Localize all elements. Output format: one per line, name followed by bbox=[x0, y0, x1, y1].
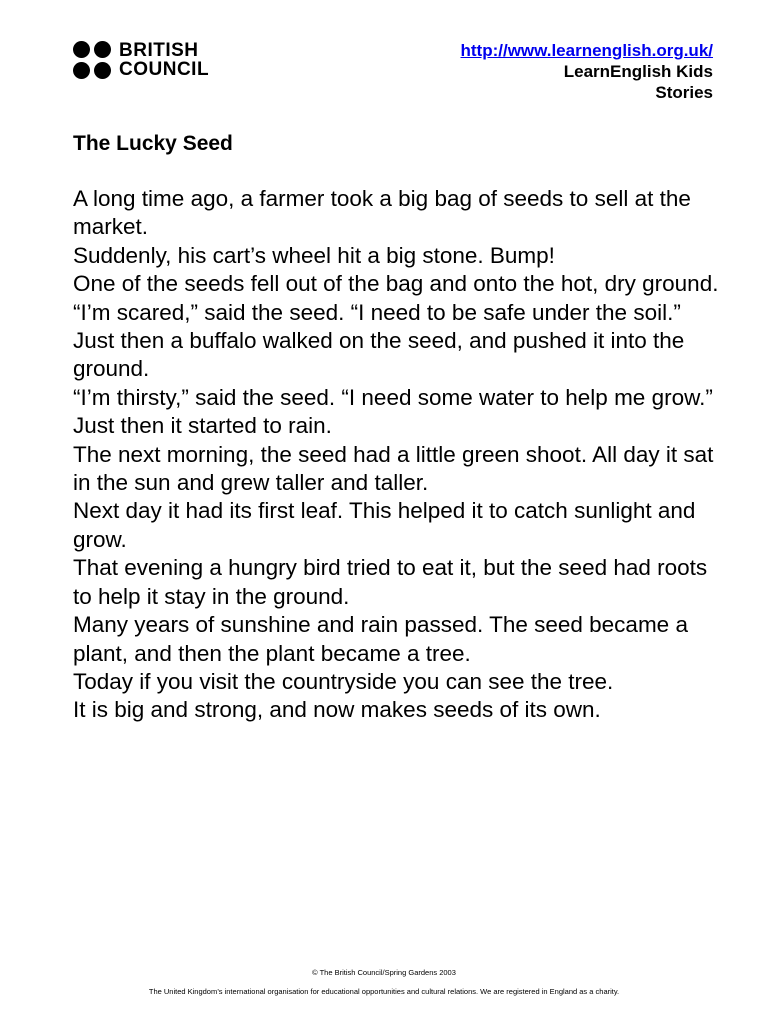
story-paragraph: A long time ago, a farmer took a big bag of seeds to sell at the market. bbox=[73, 186, 691, 240]
story-title: The Lucky Seed bbox=[73, 132, 233, 155]
footer-copyright: © The British Council/Spring Gardens 2003 bbox=[312, 968, 456, 977]
story-paragraph: “I’m thirsty,” said the seed. “I need some water to help me grow.” bbox=[73, 384, 713, 410]
story-body bbox=[73, 185, 723, 725]
logo-line-1: BRITISH bbox=[119, 40, 199, 61]
header-section: Stories bbox=[655, 83, 713, 102]
logo-dot bbox=[73, 41, 90, 58]
footer-mission: The United Kingdom’s international organisation for educational opportunities and cultural relations. We are registered in England as a charity. bbox=[148, 987, 620, 996]
logo-dot bbox=[73, 62, 90, 79]
story-paragraph: Just then a buffalo walked on the seed, and pushed it into the ground. bbox=[73, 328, 685, 382]
logo-dot bbox=[94, 62, 111, 79]
logo-dots-icon bbox=[73, 41, 111, 79]
logo-line-2: COUNCIL bbox=[119, 59, 210, 80]
website-link[interactable]: http://www.learnenglish.org.uk/ bbox=[460, 41, 713, 60]
story-paragraph: One of the seeds fell out of the bag and onto the hot, dry ground. bbox=[73, 271, 719, 297]
story-paragraph: Today if you visit the countryside you can see the tree. bbox=[73, 668, 614, 694]
story-paragraph: Many years of sunshine and rain passed. The seed became a plant, and then the plant became a tree. bbox=[73, 612, 688, 666]
story-paragraph: Next day it had its first leaf. This helped it to catch sunlight and grow. bbox=[73, 498, 696, 552]
story-paragraph: “I’m scared,” said the seed. “I need to be safe under the soil.” bbox=[73, 299, 681, 325]
header-subtitle: LearnEnglish Kids bbox=[563, 62, 713, 81]
story-paragraph: The next morning, the seed had a little green shoot. All day it sat in the sun and grew taller and taller. bbox=[73, 441, 714, 496]
logo-dot bbox=[94, 41, 111, 58]
header-info bbox=[461, 40, 714, 103]
british-council-logo bbox=[73, 40, 209, 80]
story-paragraph: That evening a hungry bird tried to eat it, but the seed had roots to help it stay in the ground. bbox=[73, 555, 708, 609]
story-paragraph: It is big and strong, and now makes seeds of its own. bbox=[73, 697, 601, 723]
story-paragraph: Suddenly, his cart’s wheel hit a big stone. Bump! bbox=[73, 242, 555, 268]
story-paragraph: Just then it started to rain. bbox=[73, 413, 332, 439]
logo-text bbox=[119, 41, 209, 79]
